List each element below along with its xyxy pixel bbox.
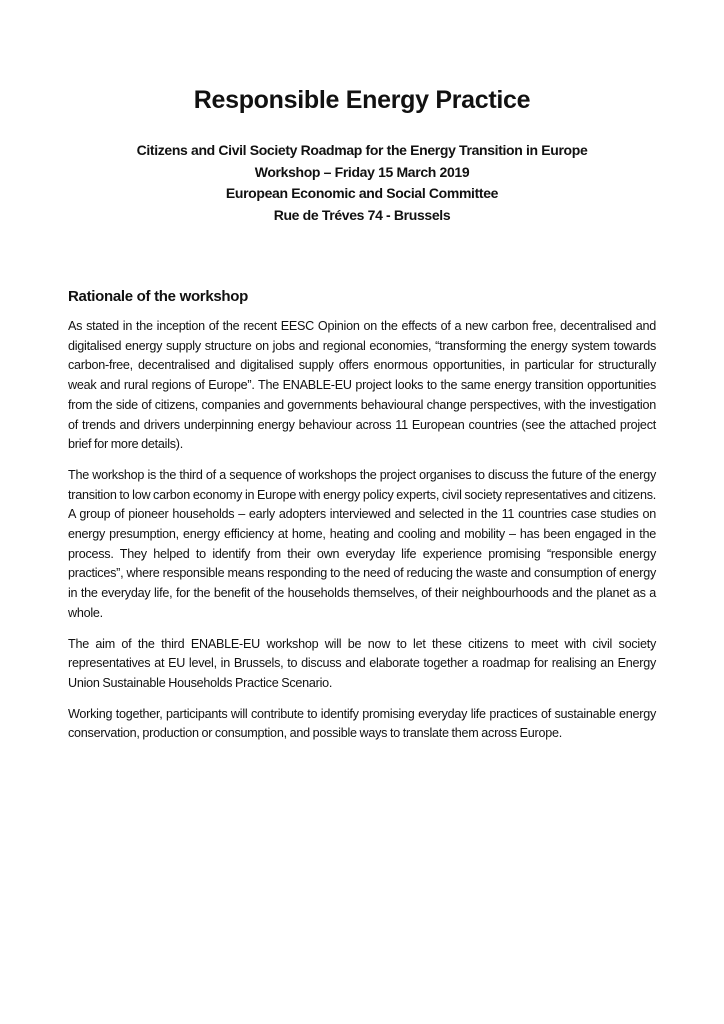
- venue-address: Rue de Tréves 74 - Brussels: [273, 206, 451, 223]
- paragraph: Working together, participants will contribute to identify promising everyday life practices of sustainable energy conservation, production or consumption, and possible ways to translate them across Europe.: [68, 706, 656, 741]
- paragraph: The aim of the third ENABLE-EU workshop will be now to let these citizens to meet with civil society representatives at EU level, in Brussels, to discuss and elaborate together a roadmap for realising an Energy Union Sustainable Households Practice Scenario.: [68, 636, 656, 690]
- event-details: [0, 140, 724, 226]
- workshop-date: Workshop – Friday 15 March 2019: [254, 163, 470, 180]
- venue-name: European Economic and Social Committee: [225, 185, 499, 201]
- section-heading: Rationale of the workshop: [68, 288, 249, 305]
- document-title: Responsible Energy Practice: [193, 86, 531, 114]
- paragraph: The workshop is the third of a sequence of workshops the project organises to discuss the future of the energy transition to low carbon economy in Europe with energy policy experts, civil society representatives and citizens. A group of pioneer households – early adopters interviewed and selected in the 11 countries case studies on energy presumption, energy efficiency at home, heating and cooling and mobility – has been engaged in the process. They helped to identify from their own everyday life experience promising “responsible energy practices”, where responsible means responding to the need of reducing the waste and consumption of energy in the everyday life, for the benefit of the households themselves, of their neighbourhoods and the planet as a whole.: [68, 467, 656, 620]
- paragraph: As stated in the inception of the recent EESC Opinion on the effects of a new carbon free, decentralised and digitalised energy supply structure on jobs and regional economies, “transforming the energy system towards carbon-free, decentralised and digitalised supply offers enormous opportunities, in particular for structurally weak and rural regions of Europe”. The ENABLE-EU project looks to the same energy transition opportunities from the side of citizens, companies and governments behavioural change perspectives, with the investigation of trends and drivers underpinning energy behaviour across 11 European countries (see the attached project brief for more details).: [68, 319, 656, 452]
- roadmap-subtitle: Citizens and Civil Society Roadmap for the Energy Transition in Europe: [136, 142, 588, 158]
- rationale-section: [68, 288, 656, 755]
